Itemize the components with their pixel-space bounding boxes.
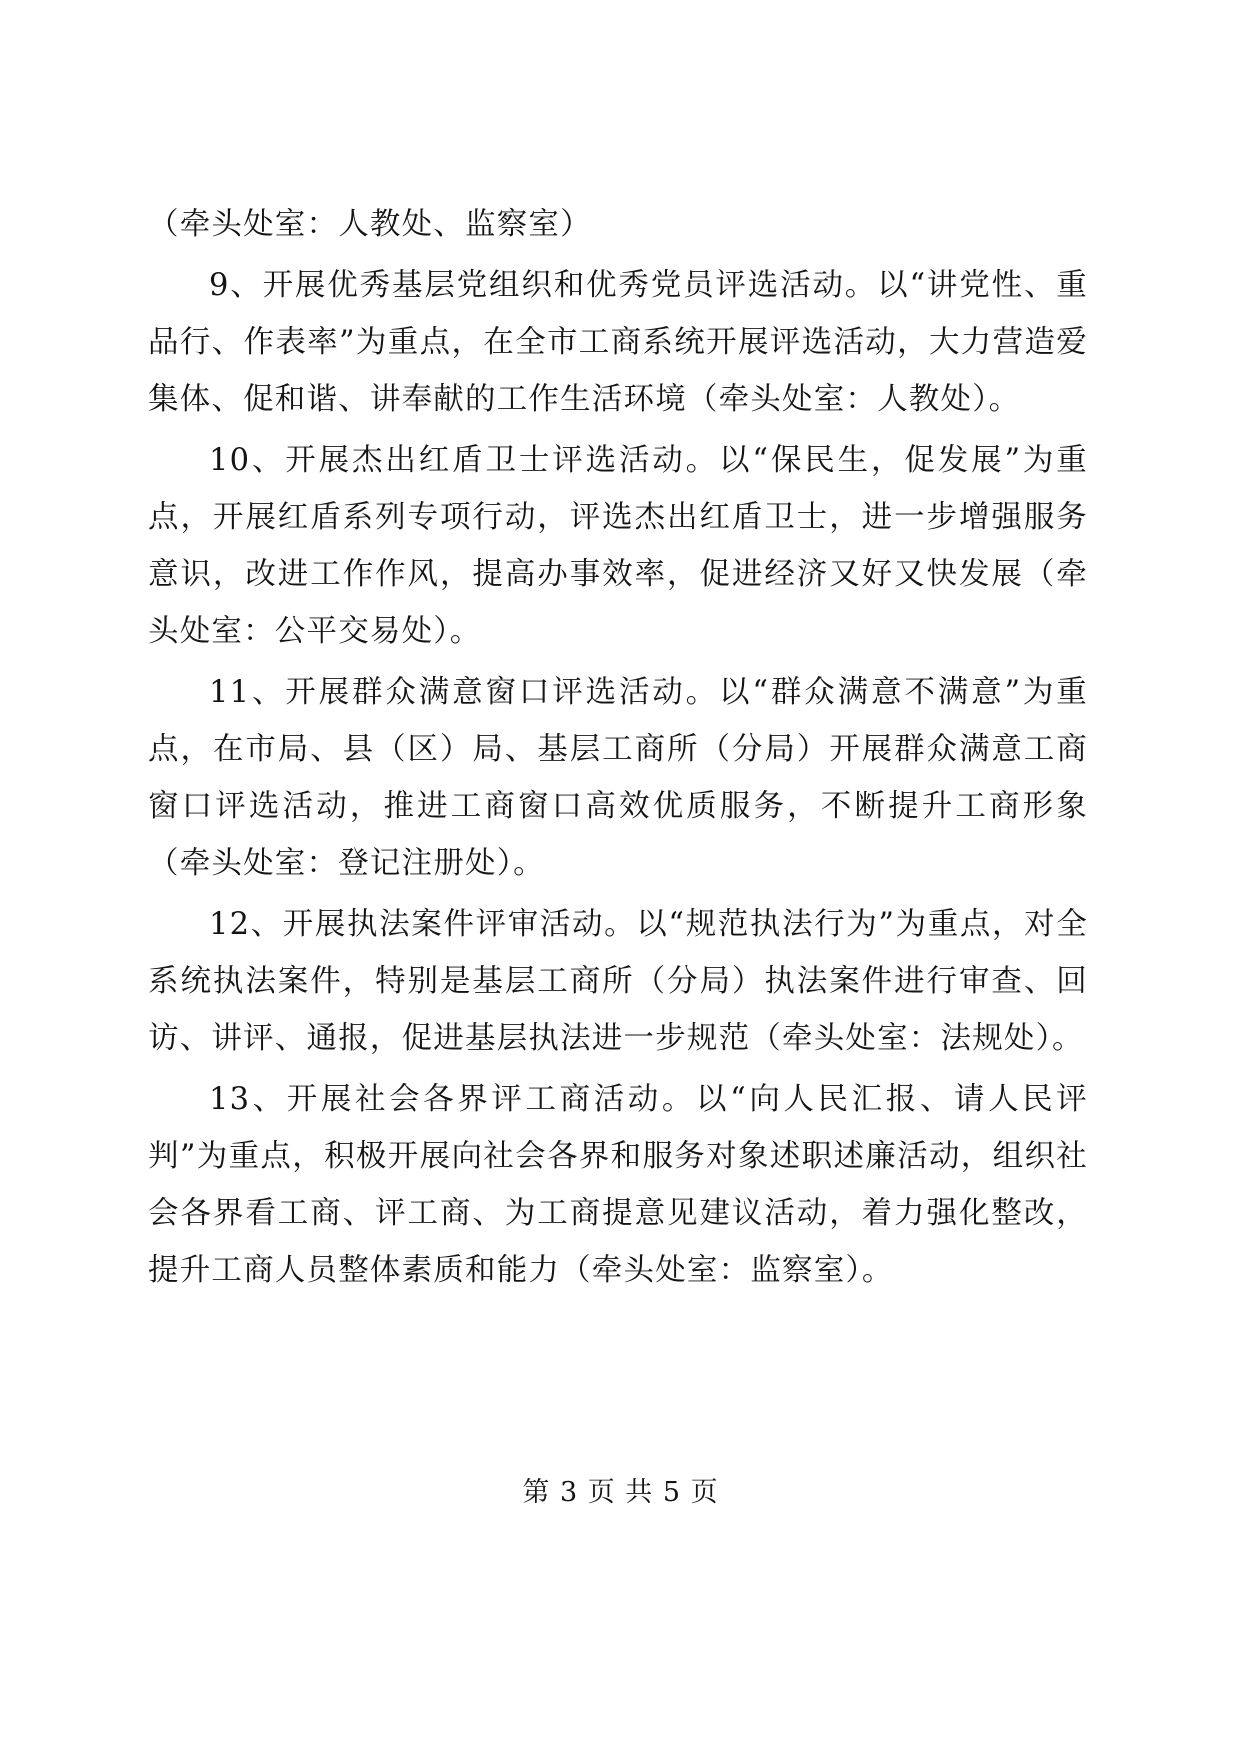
paragraph-item-11: 11、开展群众满意窗口评选活动。以“群众满意不满意”为重点，在市局、县（区）局、基层工商所（分局）开展群众满意工商窗口评选活动，推进工商窗口高效优质服务，不断提升工商形象（牵头处室：登记注册处）。 [148,675,1088,881]
paragraph-item-9: 9、开展优秀基层党组织和优秀党员评选活动。以“讲党性、重品行、作表率”为重点，在全市工商系统开展评选活动，大力营造爱集体、促和谐、讲奉献的工作生活环境（牵头处室：人教处）。 [148,268,1088,417]
paragraph-item-13: 13、开展社会各界评工商活动。以“向人民汇报、请人民评判”为重点，积极开展向社会各界和服务对象述职述廉活动，组织社会各界看工商、评工商、为工商提意见建议活动，着力强化整改，提升工商人员整体素质和能力（牵头处室：监察室）。 [148,1082,1088,1288]
page-footer: 第 3 页 共 5 页 [522,1477,719,1508]
document-body [148,196,1088,1303]
paragraph-item-12: 12、开展执法案件评审活动。以“规范执法行为”为重点，对全系统执法案件，特别是基层工商所（分局）执法案件进行审查、回访、讲评、通报，促进基层执法进一步规范（牵头处室：法规处）。 [148,907,1088,1056]
paragraph-item-10: 10、开展杰出红盾卫士评选活动。以“保民生，促发展”为重点，开展红盾系列专项行动，评选杰出红盾卫士，进一步增强服务意识，改进工作作风，提高办事效率，促进经济又好又快发展（牵头处室：公平交易处）。 [148,443,1088,649]
paragraph-lead-office-line: （牵头处室：人教处、监察室） [148,207,592,242]
